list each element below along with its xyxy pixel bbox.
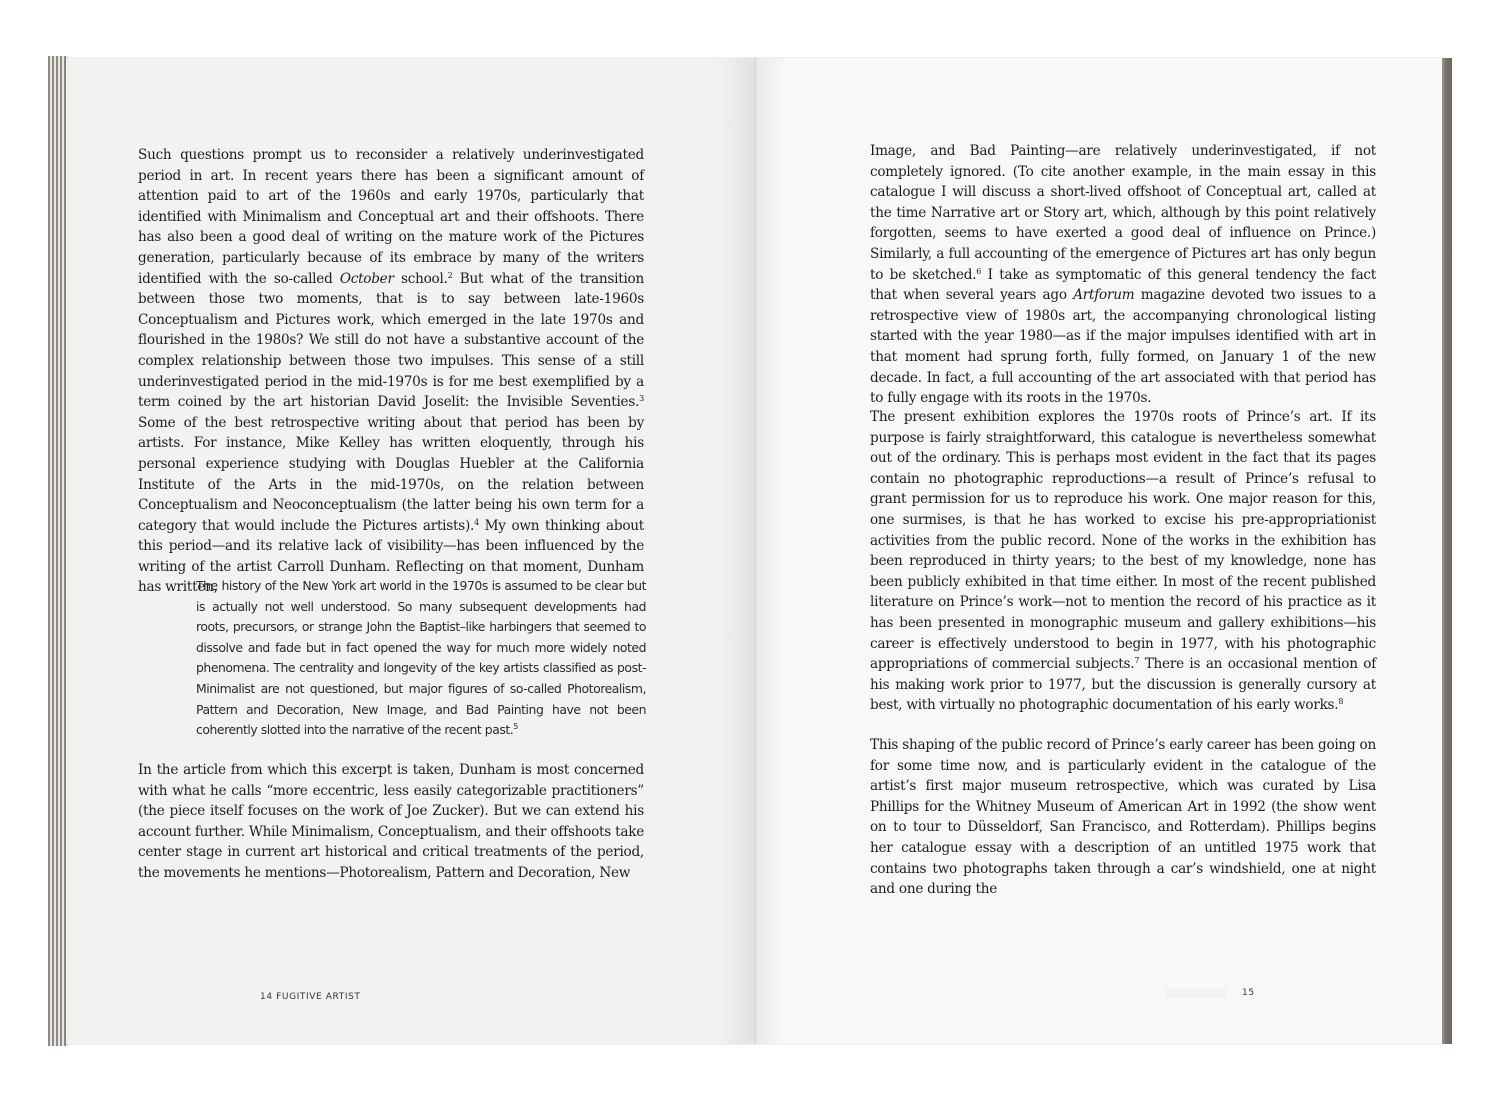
text-run: The present exhibition explores the 1970s roots of Prince’s art. If its purpose is fairly straightforward, this catalogue is nevertheless somewhat out of the ordinary. This is perhaps most evident in the fact that its pages contain no photographic reproductions—a result of Prince’s refusal to grant permission for us to reproduce his work. One major reason for this, one surmises, is that he has worked to excise his pre-appropriationist activities from the public record. None of the works in the exhibition has been reproduced in thirty years; to the best of my knowledge, none has been publicly exhibited in that time either. In most of the recent published literature on Prince’s work—not to mention the record of his practice as it has been presented in monographic museum and gallery exhibitions—his career is effectively understood to begin in 1977, with his photographic appropriations of commercial subjects. xyxy=(870,409,1376,673)
footnote-ref: 7 xyxy=(1134,656,1140,666)
paragraph-text: This shaping of the public record of Prince’s early career has been going on for some time now, and is particularly evident in the catalogue of the artist’s first major museum retrospective, which was curated by Lisa Phillips for the Whitney Museum of American Art in 1992 (the show went on to tour to Düsseldorf, San Francisco, and Rotterdam). Phillips begins her catalogue essay with a description of an untitled 1975 work that contains two photographs taken through a car’s windshield, one at night and one during the xyxy=(870,737,1376,898)
gutter-shadow-left xyxy=(716,58,756,1044)
footnote-ref: 5 xyxy=(513,722,518,732)
footnote-ref: 3 xyxy=(639,394,644,404)
footnote-ref: 6 xyxy=(976,266,982,276)
right-paragraph-3 xyxy=(870,735,1376,900)
left-paragraph-1 xyxy=(138,145,644,598)
block-quote xyxy=(196,576,646,741)
text-run: I take as symptomatic of this general tendency the fact that when several years ago xyxy=(870,266,1376,304)
text-run: Some of the best retrospective writing about that period has been by artists. For instance, Mike Kelley has written eloquently, through his personal experience studying with Douglas Huebler at the California Institute of the Arts in the mid-1970s, on the relation between Conceptualism and Neoconceptualism (the latter being his own term for a category that would include the Pictures artists). xyxy=(138,414,644,534)
footnote-ref: 2 xyxy=(447,270,453,280)
paragraph-text: In the article from which this excerpt is taken, Dunham is most concerned with what he calls “more eccentric, less easily categorizable practitioners” (the piece itself focuses on the work of Joe Zucker). But we can extend his account further. While Minimalism, Conceptualism, and their offshoots take center stage in current art historical and critical treatments of the period, the movements he mentions—Photorealism, Pattern and Decoration, New xyxy=(138,762,644,881)
italic-title: October xyxy=(339,270,394,287)
left-page-edges xyxy=(48,56,68,1046)
show-through-footer xyxy=(1166,988,1226,998)
italic-title: Artforum xyxy=(1073,287,1135,304)
text-run: But what of the transition between those two moments, that is to say between late-1960s Conceptualism and Pictures work, which emerged in the late 1970s and flourished in the 1980s? We still do not have a substantive account of the complex relationship between those two impulses. This sense of a still underinvestigated period in the mid-1970s is for me best exemplified by a term coined by the art historian David Joselit: the Invisible Seventies. xyxy=(138,270,644,411)
text-run: magazine devoted two issues to a retrospective view of 1980s art, the accompanying chronological listing started with the year 1980—as if the major impulses identified with art in that moment had sprung forth, fully formed, on January 1 of the new decade. In fact, a full accounting of the art associated with that period has to fully engage with its roots in the 1970s. xyxy=(870,287,1377,407)
right-paragraph-1 xyxy=(870,141,1376,409)
quote-text: The history of the New York art world in the 1970s is assumed to be clear but is actually not well understood. So many subsequent developments had roots, precursors, or strange John the Baptist–like harbingers that seemed to dissolve and fade but in fact opened the way for much more widely noted phenomena. The centrality and longevity of the key artists classified as post-Minimalist are not questioned, but major figures of so-called Photorealism, Pattern and Decoration, New Image, and Bad Painting have not been coherently slotted into the narrative of the recent past. xyxy=(196,578,646,738)
text-run: There is an occasional mention of his making work prior to 1977, but the discussion is generally cursory at best, with virtually no photographic documentation of his early works. xyxy=(870,656,1376,714)
text-run: My own thinking about this period—and its relative lack of visibility—has been influenced by the writing of the artist Carroll Dunham. Reflecting on that moment, Dunham has written, xyxy=(138,517,644,596)
text-run: Image, and Bad Painting—are relatively underinvestigated, if not completely ignored. (To cite another example, in the main essay in this catalogue I will discuss a short-lived offshoot of Conceptual art, called at the time Narrative art or Story art, which, although by this point relatively forgotten, seems to have exerted a good deal of influence on Prince.) Similarly, a full accounting of the emergence of Pictures art has only begun to be sketched. xyxy=(870,143,1376,283)
page-footer-left: 14 FUGITIVE ARTIST xyxy=(260,992,361,1002)
footnote-ref: 8 xyxy=(1338,697,1344,707)
footnote-ref: 4 xyxy=(474,517,479,527)
left-paragraph-2 xyxy=(138,760,644,884)
gutter-shadow-right xyxy=(756,58,786,1044)
page-number-right: 15 xyxy=(1242,988,1255,998)
text-run: school. xyxy=(393,270,448,287)
right-paragraph-2 xyxy=(870,407,1376,716)
text-run: Such questions prompt us to reconsider a relatively underinvestigated period in art. In recent years there has been a significant amount of attention paid to art of the 1960s and early 1970s, particularly that identified with Minimalism and Conceptual art and their offshoots. There has also been a good deal of writing on the mature work of the Pictures generation, particularly because of its embrace by many of the writers identified with the so-called xyxy=(138,147,644,287)
